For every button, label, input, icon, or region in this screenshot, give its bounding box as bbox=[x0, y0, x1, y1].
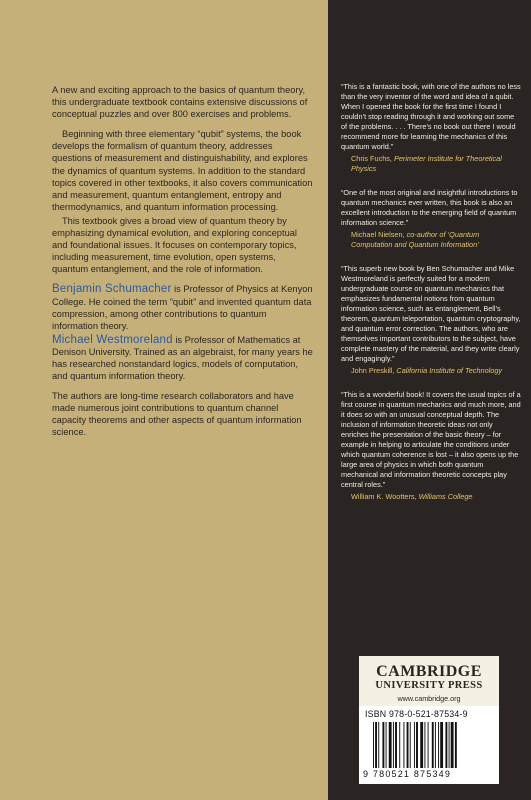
reviewer-name: John Preskill, bbox=[351, 366, 397, 375]
reviewer-affiliation: Williams College bbox=[418, 492, 473, 501]
review-quote bbox=[341, 264, 521, 376]
barcode-bar bbox=[420, 722, 423, 768]
author-1-name: Benjamin Schumacher bbox=[52, 283, 172, 296]
barcode-bar bbox=[445, 722, 447, 768]
publisher-subname: UNIVERSITY PRESS bbox=[375, 680, 483, 691]
barcode-bar bbox=[455, 722, 457, 768]
isbn-label: ISBN 978-0-521-87534-9 bbox=[365, 709, 468, 719]
barcode-bar bbox=[449, 722, 450, 768]
review-attribution bbox=[341, 492, 521, 502]
reviewer-affiliation: Perimeter Institute for Theoretical Physics bbox=[351, 154, 502, 173]
barcode-bar bbox=[382, 722, 384, 768]
isbn-digits: 9 780521 875349 bbox=[363, 769, 452, 779]
publisher-url: www.cambridge.org bbox=[397, 694, 461, 703]
reviewer-name: Chris Fuchs, bbox=[351, 154, 394, 163]
review-quote bbox=[341, 188, 521, 250]
author-2-bio bbox=[52, 334, 314, 382]
reviewer-name: William K. Wootters, bbox=[351, 492, 419, 501]
review-text: “This superb new book by Ben Schumacher and Mike Westmoreland is perfectly suited for a modern undergraduate course on quantum mechanics that emphasizes fundamental notions from quantum information science, such as entanglement, Bell’s theorem, quantum teleportation, quantum cryptography, and quantum error correction. The authors, who are themselves important contributors to the subject, have complete mastery of the material, and they write clearly and engagingly.” bbox=[341, 264, 521, 363]
author-2-name: Michael Westmoreland bbox=[52, 333, 173, 346]
review-text: “This is a wonderful book! It covers the usual topics of a first course in quantum mechanics and much more, and it does so with an unusual conceptual depth. The inclusion of information theoretic ideas not only enriches the presentation of the basic theory – for example in helping to articulate the conditions under which quantum coherence is lost – it also opens up the large area of physics in which both quantum mechanical and information theoretic concepts play central roles.” bbox=[341, 390, 521, 489]
barcode-bar bbox=[424, 722, 425, 768]
barcode-bar bbox=[440, 722, 443, 768]
reviewer-affiliation: co-author of ‘Quantum Computation and Quantum Information’ bbox=[351, 230, 480, 249]
barcode-bar bbox=[432, 722, 434, 768]
reviews-list bbox=[341, 82, 521, 516]
barcode-bar bbox=[389, 722, 392, 768]
barcode-bar bbox=[375, 722, 377, 768]
reviewer-affiliation: California Institute of Technology bbox=[396, 366, 503, 375]
intro-paragraph: A new and exciting approach to the basics of quantum theory, this undergraduate textbook contains extensive discussions of conceptual puzzles and over 800 exercises and problems. bbox=[52, 85, 308, 120]
barcode-bar bbox=[393, 722, 394, 768]
barcode-bar bbox=[428, 722, 429, 768]
barcode-bar bbox=[414, 722, 415, 768]
description-column bbox=[52, 84, 314, 447]
scope-paragraph: This textbook gives a broad view of quantum theory by emphasizing dynamical evolution, and exploring conceptual and foundational issues. It focuses on contemporary topics, including measurement, time evolution, open systems, quantum entanglement, and the role of information. bbox=[52, 215, 297, 275]
review-quote bbox=[341, 82, 521, 174]
barcode-bar bbox=[435, 722, 436, 768]
author-1-bio bbox=[52, 283, 314, 331]
review-quote bbox=[341, 390, 521, 502]
barcode-bar bbox=[451, 722, 454, 768]
review-text: “One of the most original and insightful introductions to quantum mechanics ever written, this book is also an excellent introduction to the emerging field of quantum information science.” bbox=[341, 188, 518, 227]
barcode-bar bbox=[416, 722, 418, 768]
content-paragraph: Beginning with three elementary “qubit” systems, the book develops the formalism of quantum theory, addresses questions of measurement and distinguishability, and explores the dynamics of quantum systems. In addition to the standard topics covered in other textbooks, it also covers communication and measurement, quantum entanglement, entropy and thermodynamics, and quantum information processing. bbox=[52, 129, 313, 212]
barcode-bar bbox=[386, 722, 387, 768]
review-attribution bbox=[341, 366, 521, 376]
barcode-bar bbox=[438, 722, 439, 768]
barcode-bar bbox=[403, 722, 404, 768]
barcode-bar bbox=[378, 722, 379, 768]
barcode-bar bbox=[373, 722, 374, 768]
author-2-bio-text: is Professor of Mathematics at Denison University. Trained as an algebraist, for many years he has researched nonstandard logics, models of computation, and quantum information theory. bbox=[52, 334, 313, 382]
review-text: “This is a fantastic book, with one of the authors no less than the very inventor of the word and idea of a qubit. When I opened the book for the first time I found I couldn’t stop reading through it and working out some of the problems. . . . There’s no book out there I would recommend more for learning the mechanics of this quantum world.” bbox=[341, 82, 521, 151]
author-1-bio-text: is Professor of Physics at Kenyon College. He coined the term “qubit” and invented quantum data compression, among other contributions to quantum information theory. bbox=[52, 284, 313, 331]
review-attribution bbox=[341, 154, 521, 174]
review-attribution bbox=[341, 230, 521, 250]
barcode-bar bbox=[410, 722, 411, 768]
publisher-name: CAMBRIDGE bbox=[376, 663, 482, 680]
barcode-bar bbox=[395, 722, 397, 768]
barcode-bar bbox=[407, 722, 409, 768]
reviewer-name: Michael Nielsen, bbox=[351, 230, 407, 239]
barcode-bar bbox=[399, 722, 400, 768]
collaboration-paragraph: The authors are long-time research collaborators and have made numerous joint contributions to quantum channel capacity theorems and other aspects of quantum information science. bbox=[52, 391, 302, 438]
isbn-barcode bbox=[359, 706, 499, 784]
